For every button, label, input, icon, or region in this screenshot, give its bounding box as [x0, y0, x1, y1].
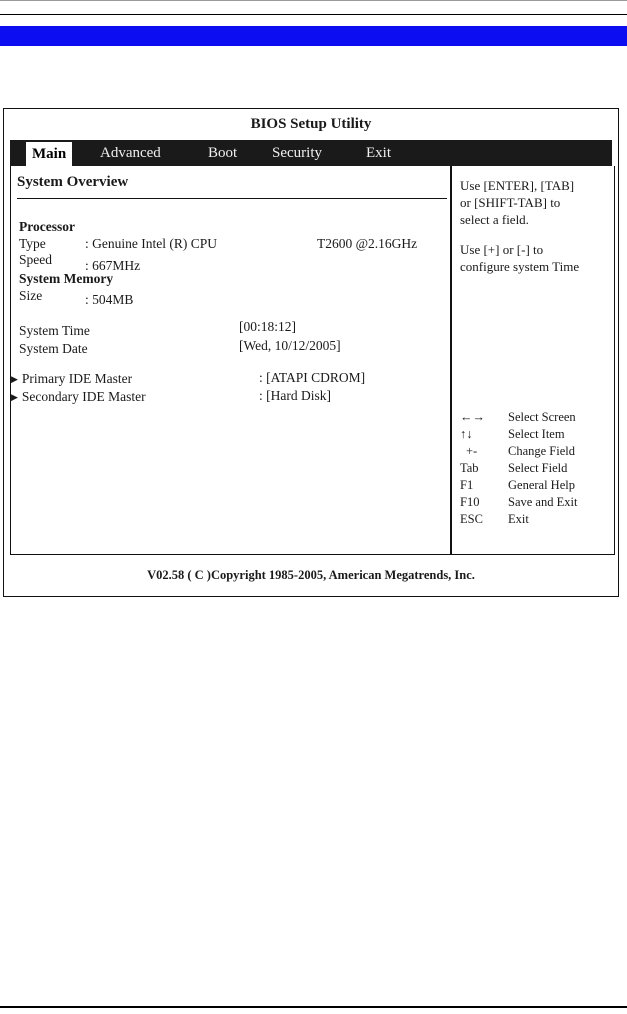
key-desc-select-field: Select Field [508, 461, 568, 475]
help-text-line: or [SHIFT-TAB] to [460, 195, 561, 210]
page-top-rule [0, 0, 627, 1]
secondary-ide-master-item[interactable] [11, 389, 146, 405]
key-desc-select-item: Select Item [508, 427, 565, 441]
page-footer-rule [0, 1006, 627, 1008]
key-desc-change-field: Change Field [508, 444, 576, 458]
processor-speed-label: Speed [19, 252, 52, 267]
help-text-line: Use [ENTER], [TAB] [460, 178, 575, 193]
submenu-arrow-icon: ▶ [11, 374, 18, 384]
primary-ide-master-label: Primary IDE Master [21, 371, 133, 386]
key-desc-select-screen: Select Screen [508, 410, 576, 424]
system-date-value[interactable]: [Wed, 10/12/2005] [239, 338, 341, 353]
key-desc-exit: Exit [508, 512, 529, 526]
processor-model: T2600 @2.16GHz [317, 236, 418, 251]
processor-heading: Processor [19, 219, 75, 234]
key-esc: ESC [460, 512, 483, 526]
help-text-line: select a field. [460, 212, 529, 227]
menu-advanced[interactable]: Advanced [100, 145, 161, 161]
system-time-value[interactable]: [00:18:12] [239, 319, 296, 334]
key-desc-save-exit: Save and Exit [508, 495, 578, 509]
primary-ide-master-value: : [ATAPI CDROM] [259, 370, 366, 385]
key-desc-general-help: General Help [508, 478, 575, 492]
bios-title: BIOS Setup Utility [250, 116, 372, 132]
menu-boot[interactable]: Boot [208, 145, 238, 161]
section-title: System Overview [17, 174, 129, 190]
secondary-ide-master-value: : [Hard Disk] [259, 388, 331, 403]
memory-size-value: : 504MB [85, 292, 134, 307]
bios-menu-bar [10, 140, 612, 166]
processor-type-label: Type [19, 236, 46, 251]
bios-setup-window [3, 108, 619, 597]
page-header-rule [0, 14, 627, 15]
system-time-label[interactable]: System Time [19, 323, 90, 338]
menu-security[interactable]: Security [272, 145, 322, 161]
processor-type-value: : Genuine Intel (R) CPU [85, 236, 217, 251]
processor-speed-value: : 667MHz [85, 258, 141, 273]
help-text-line: configure system Time [460, 259, 580, 274]
key-tab: Tab [460, 461, 479, 475]
primary-ide-master-item[interactable] [11, 371, 132, 387]
submenu-arrow-icon: ▶ [11, 392, 18, 402]
key-plus-minus: +- [466, 444, 478, 458]
section-divider [17, 198, 447, 199]
help-text-line: Use [+] or [-] to [460, 242, 544, 257]
up-down-arrows-icon: ↑↓ [460, 427, 473, 441]
system-date-label[interactable]: System Date [19, 341, 88, 356]
bios-footer-copyright: V02.58 ( C )Copyright 1985-2005, American Megatrends, Inc. [147, 568, 475, 582]
key-f10: F10 [460, 495, 480, 509]
left-right-arrows-icon: ←→ [460, 410, 485, 424]
main-panel [10, 166, 451, 555]
help-panel [450, 166, 615, 555]
memory-size-label: Size [19, 288, 43, 303]
key-f1: F1 [460, 478, 474, 492]
secondary-ide-master-label: Secondary IDE Master [21, 389, 146, 404]
menu-exit[interactable]: Exit [366, 145, 391, 161]
memory-heading: System Memory [19, 271, 114, 286]
section-header-bar [0, 26, 627, 46]
menu-main[interactable]: Main [26, 142, 72, 166]
